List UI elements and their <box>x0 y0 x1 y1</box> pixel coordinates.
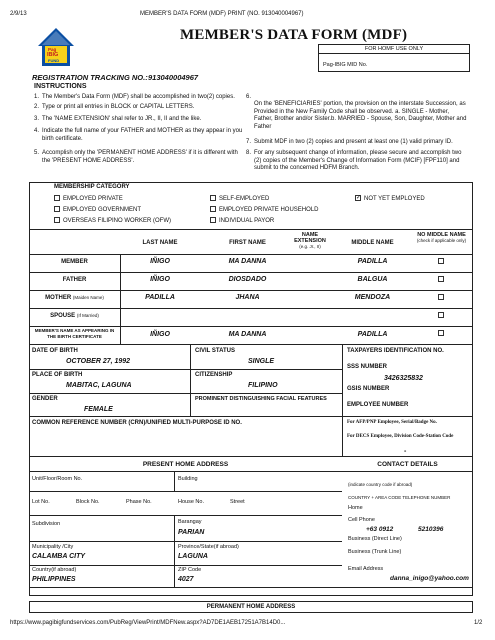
country-label: Country(if abroad) <box>32 567 77 573</box>
form-title: MEMBER'S DATA FORM (MDF) <box>180 27 408 43</box>
option-individual-payor[interactable]: INDIVIDUAL PAYOR <box>210 216 318 227</box>
checkbox-icon[interactable] <box>438 276 444 282</box>
house-label: House No. <box>178 499 204 505</box>
present-address-title: PRESENT HOME ADDRESS <box>142 461 229 468</box>
lot-label: Lot No. <box>32 499 50 505</box>
citizenship-label: CITIZENSHIP <box>195 372 233 378</box>
checked-checkbox-icon[interactable]: ✓ <box>356 195 362 202</box>
birthcert-last-name: IÑIGO <box>150 331 170 338</box>
reg-tracking-label: REGISTRATION TRACKING NO.: <box>32 73 148 82</box>
civil-status-label: CIVIL STATUS <box>195 348 236 354</box>
civil-status-value: SINGLE <box>248 358 275 365</box>
barangay-value: PARIAN <box>178 529 205 536</box>
checkbox-icon[interactable] <box>438 294 444 300</box>
business-direct-label: Business (Direct Line) <box>348 536 402 542</box>
email-value: danna_inigo@yahoo.com <box>390 575 469 582</box>
deped-dash: - <box>404 448 407 455</box>
row-label-mother: MOTHER (Maiden Name) <box>45 295 104 301</box>
province-value: LAGUNA <box>178 553 208 560</box>
mother-last-name: PADILLA <box>145 294 175 301</box>
birthcert-first-name: MA DANNA <box>228 331 267 338</box>
page-url[interactable]: https://www.pagibigfundservices.com/PubReg/ViewPrint/MDFNew.aspx?AD7DE1AEB17251A7B14D0... <box>10 620 286 626</box>
checkbox-icon[interactable] <box>438 258 444 264</box>
phase-label: Phase No. <box>126 499 152 505</box>
membership-col2 <box>210 194 318 227</box>
row-label-father: FATHER <box>62 277 87 283</box>
checkbox-icon[interactable] <box>438 312 444 318</box>
option-self-employed[interactable]: SELF-EMPLOYED <box>210 194 318 205</box>
pagibig-logo: Pag IBIG FUND <box>36 26 76 68</box>
dob-value: OCTOBER 27, 1992 <box>66 358 131 365</box>
dob-label: DATE OF BIRTH <box>32 348 78 354</box>
instructions-right: 6. On the 'BENEFICIARIES' portion, the provision on the interstate Succession, as Provided in the New Family Code shall be observed. a. SINGLE - Mother, Father, Brother and/or Sister.b. MARRIED - Spouse, Son, Daughter, Mother and Father 7. Submit MDF in two (2) copies and present at least one (1) valid primary ID. 8. For any subsequent change of information, please secure and accomplish two (2) copies of the Member's Change of Information Form (MCIF) [FPF110] and submit to the concerned HDFM Branch. <box>246 94 467 171</box>
row-label-birth-cert: MEMBER'S NAME AS APPEARING IN THE BIRTH CERTIFICATE <box>34 328 115 339</box>
country-value: PHILIPPINES <box>32 576 76 583</box>
print-date: 2/9/13 <box>10 11 27 17</box>
crn-label: COMMON REFERENCE NUMBER (CRN)/UNIFIED MULTI-PURPOSE ID NO. <box>32 420 242 426</box>
pob-label: PLACE OF BIRTH <box>32 372 83 378</box>
deped-label: For DECS Employee, Division Code-Station Code <box>347 434 454 439</box>
city-value: CALAMBA CITY <box>32 553 86 560</box>
col-middle-name: MIDDLE NAME <box>351 240 394 246</box>
building-label: Building <box>178 476 198 482</box>
option-ofw[interactable]: OVERSEAS FILIPINO WORKER (OFW) <box>54 216 171 227</box>
checkbox-icon <box>54 206 60 212</box>
cell-phone-label: Cell Phone <box>348 517 375 523</box>
col-last-name: LAST NAME <box>142 240 178 246</box>
option-not-yet-employed[interactable]: ✓ NOT YET EMPLOYED <box>356 195 425 202</box>
gender-label: GENDER <box>32 396 58 402</box>
afp-label: For AFP/PNP Employee, Serial/Badge No. <box>347 420 437 425</box>
member-middle-name: PADILLA <box>357 258 388 265</box>
contact-indicate: (indicate country code if abroad) <box>348 482 413 487</box>
membership-title: MEMBERSHIP CATEGORY <box>54 184 130 190</box>
barangay-label: Barangay <box>178 519 202 525</box>
checkbox-icon <box>54 195 60 201</box>
sss-label: SSS NUMBER <box>347 364 388 370</box>
city-label: Municipality /City <box>32 544 74 550</box>
sss-value: 3426325832 <box>384 375 423 382</box>
tin-label: TAXPAYERS IDENTIFICATION NO. <box>347 348 444 354</box>
birthcert-middle-name: PADILLA <box>357 331 388 338</box>
zip-label: ZIP Code <box>178 567 202 573</box>
subdivision-label: Subdivision <box>32 521 61 527</box>
membership-col1 <box>54 194 171 227</box>
option-employed-private[interactable]: EMPLOYED PRIVATE <box>54 194 171 205</box>
contact-code-header: COUNTRY + AREA CODE TELEPHONE NUMBER <box>348 495 451 500</box>
checkbox-icon <box>210 195 216 201</box>
page-number: 1/2 <box>474 620 483 626</box>
father-last-name: IÑIGO <box>150 276 170 283</box>
gsis-label: GSIS NUMBER <box>347 386 390 392</box>
row-label-spouse: SPOUSE (If Married) <box>50 313 99 319</box>
member-first-name: MA DANNA <box>228 258 267 265</box>
cell-country-code: +63 0912 <box>366 526 394 533</box>
employee-number-label: EMPLOYEE NUMBER <box>347 402 409 408</box>
province-label: Province/State(if abroad) <box>178 544 239 550</box>
contact-details-title: CONTACT DETAILS <box>377 461 438 468</box>
home-use-label: FOR HOMF USE ONLY <box>364 46 424 52</box>
zip-value: 4027 <box>178 576 194 583</box>
gender-value: FEMALE <box>84 406 113 413</box>
print-page-title: MEMBER'S DATA FORM (MDF) PRINT (NO. 913040004967) <box>140 11 304 17</box>
option-private-household[interactable]: EMPLOYED PRIVATE HOUSEHOLD <box>210 205 318 216</box>
pob-value: MABITAC, LAGUNA <box>66 382 132 389</box>
permanent-address-title: PERMANENT HOME ADDRESS <box>206 604 296 610</box>
row-label-member: MEMBER <box>61 259 88 265</box>
reg-tracking-value: 913040004967 <box>148 73 199 82</box>
father-first-name: DIOSDADO <box>228 276 267 283</box>
checkbox-icon[interactable] <box>438 330 444 336</box>
business-trunk-label: Business (Trunk Line) <box>348 549 402 555</box>
col-first-name: FIRST NAME <box>229 240 266 246</box>
checkbox-icon <box>210 217 216 223</box>
pagibig-mid-label: Pag-IBIG MID No. <box>323 62 368 68</box>
cell-number: 5210396 <box>418 526 444 533</box>
block-label: Block No. <box>76 499 100 505</box>
citizenship-value: FILIPINO <box>248 382 278 389</box>
facial-features-label: PROMINENT DISTINGUISHING FACIAL FEATURES <box>195 396 327 402</box>
member-last-name: IÑIGO <box>150 258 170 265</box>
street-label: Street <box>230 499 245 505</box>
mother-first-name: JHANA <box>235 294 260 301</box>
checkbox-icon <box>54 217 60 223</box>
col-no-middle: NO MIDDLE NAME (check if applicable only) <box>416 232 467 243</box>
father-middle-name: BALGUA <box>357 276 388 283</box>
checkbox-icon <box>210 206 216 212</box>
unit-label: Unit/Floor/Room No. <box>32 476 83 482</box>
mother-middle-name: MENDOZA <box>354 294 391 301</box>
option-employed-government[interactable]: EMPLOYED GOVERNMENT <box>54 205 171 216</box>
email-label: Email Address <box>348 566 384 572</box>
instructions-title: INSTRUCTIONS <box>34 83 87 90</box>
instructions-left: 1. The Member's Data Form (MDF) shall be accomplished in two(2) copies. 2. Type or print all entries in BLOCK or CAPITAL LETTERS. 3. The 'NAME EXTENSION' shal refer to JR., II, II and the like. 4. Indicate the full name of your FATHER and MOTHER as they appear in you birth certificate. 5. Accomplish only the 'PERMANENT HOME ADDRESS' if it is different with the 'PRESENT HOME ADDRESS'. <box>34 94 243 164</box>
col-name-ext: NAME EXTENSION (e.g. Jr., II) <box>294 232 326 249</box>
home-phone-label: Home <box>348 505 363 511</box>
